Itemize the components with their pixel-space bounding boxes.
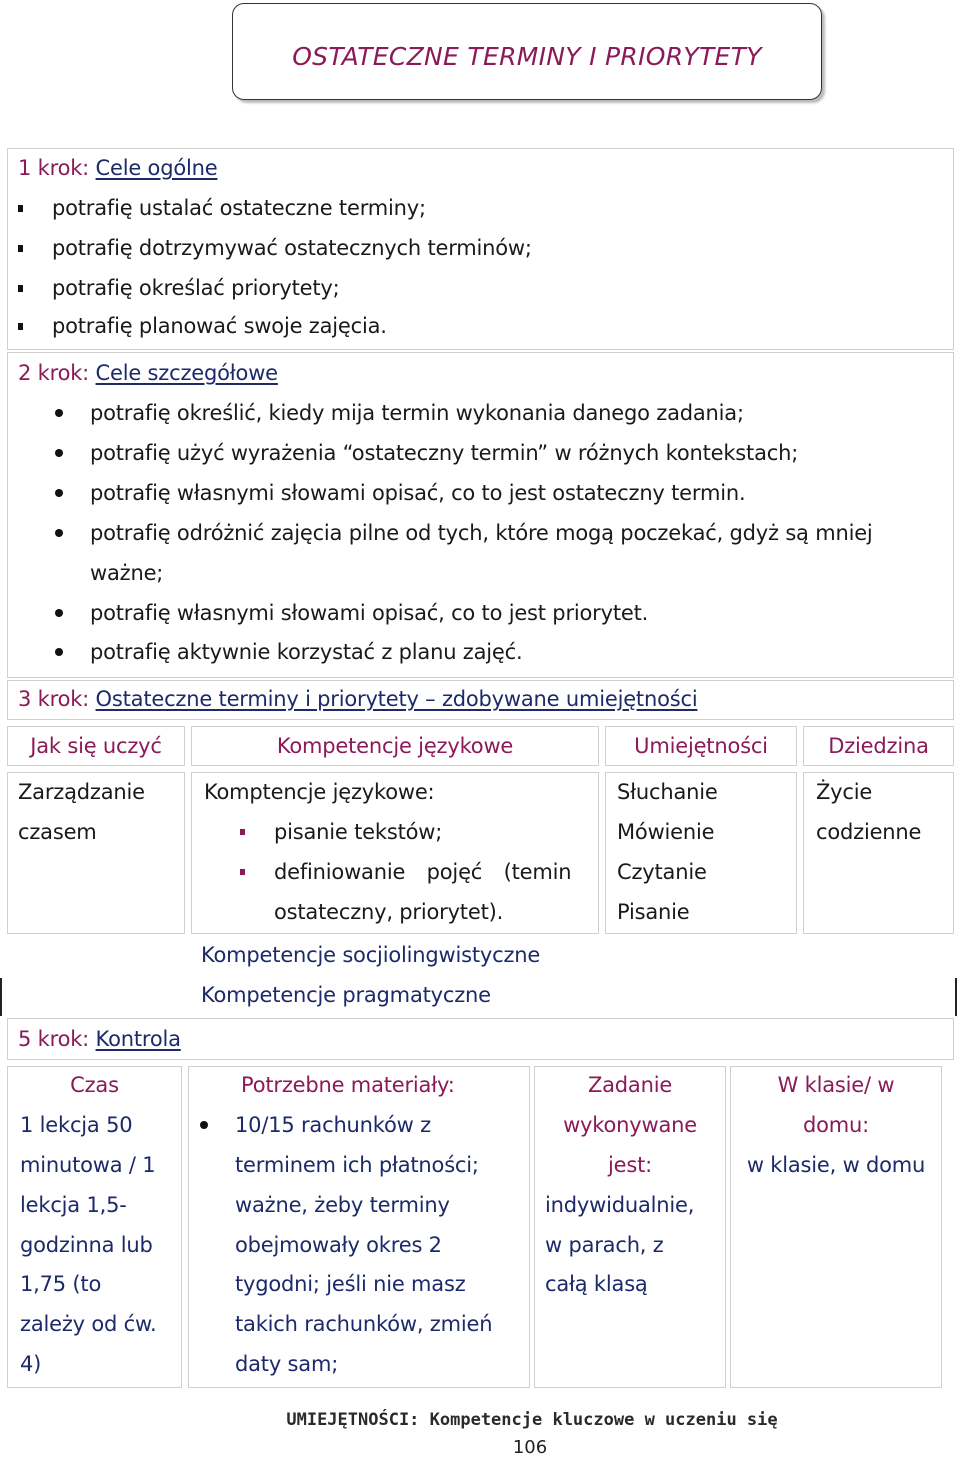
cell-text: 4) — [20, 1352, 42, 1376]
cell-text: indywidualnie, — [545, 1193, 695, 1217]
title-box — [232, 3, 822, 100]
step3-heading: 3 krok: Ostateczne terminy i priorytety – zdobywane umiejętności — [18, 687, 698, 711]
cell-text: 1,75 (to — [20, 1272, 102, 1296]
task-header: wykonywane — [563, 1113, 697, 1137]
cell-text: takich rachunków, zmień — [235, 1312, 493, 1336]
place-header: domu: — [802, 1113, 870, 1137]
list-item: potrafię własnymi słowami opisać, co to jest priorytet. — [55, 593, 648, 633]
cell-text: daty sam; — [235, 1352, 339, 1376]
extra-competence: Kompetencje socjiolingwistyczne — [201, 943, 541, 967]
place-header: W klasie/ w — [777, 1073, 895, 1097]
step5-heading: 5 krok: Kontrola — [18, 1027, 181, 1051]
cell-text: w klasie, w domu — [746, 1153, 926, 1177]
step2-heading: 2 krok: Cele szczegółowe — [18, 361, 278, 385]
list-item: potrafię określić, kiedy mija termin wykonania danego zadania; — [55, 393, 744, 433]
cell-text: Komptencje językowe: — [204, 780, 435, 804]
cell-text: tygodni; jeśli nie masz — [235, 1272, 466, 1296]
page-title: OSTATECZNE TERMINY I PRIORYTETY — [292, 42, 762, 71]
cell-text: Mówienie — [617, 820, 715, 844]
cell-text: w parach, z — [545, 1233, 664, 1257]
time-header: Czas — [70, 1073, 119, 1097]
cell-text: minutowa / 1 — [20, 1153, 156, 1177]
step1-heading: 1 krok: Cele ogólne — [18, 156, 218, 180]
list-item: potrafię planować swoje zajęcia. — [18, 306, 387, 346]
extra-competence: Kompetencje pragmatyczne — [201, 983, 491, 1007]
cell-text: 1 lekcja 50 — [20, 1113, 133, 1137]
cell-text: godzinna lub — [20, 1233, 153, 1257]
cell-text: Pisanie — [617, 900, 690, 924]
list-item: pisanie tekstów; — [240, 812, 442, 852]
list-item: potrafię własnymi słowami opisać, co to jest ostateczny termin. — [55, 473, 745, 513]
cell-text: Czytanie — [617, 860, 707, 884]
list-item: definiowanie pojęć (temin — [240, 852, 571, 892]
cell-text: codzienne — [816, 820, 922, 844]
cell-text: czasem — [18, 820, 97, 844]
side-rule — [0, 978, 2, 1016]
cell-text: terminem ich płatności; — [235, 1153, 479, 1177]
page-number: 106 — [512, 1437, 548, 1458]
header-how-to-learn: Jak się uczyć — [30, 734, 162, 758]
list-item: potrafię określać priorytety; — [18, 268, 340, 308]
cell-text: ważne, żeby terminy — [235, 1193, 450, 1217]
cell-text: obejmowały okres 2 — [235, 1233, 442, 1257]
header-language-competences: Kompetencje językowe — [276, 734, 514, 758]
list-item: potrafię odróżnić zajęcia pilne od tych, które mogą poczekać, gdyż są mniej — [55, 513, 873, 553]
cell-text: Zarządzanie — [18, 780, 145, 804]
cell-text: Słuchanie — [617, 780, 718, 804]
header-skills: Umiejętności — [634, 734, 768, 758]
side-rule — [955, 978, 957, 1016]
footer-text: UMIEJĘTNOŚCI: Kompetencje kluczowe w uczeniu się — [286, 1410, 778, 1430]
cell-text: lekcja 1,5- — [20, 1193, 127, 1217]
header-domain: Dziedzina — [828, 734, 929, 758]
list-item: potrafię dotrzymywać ostatecznych terminów; — [18, 228, 532, 268]
list-item-continuation: ostateczny, priorytet). — [274, 900, 504, 924]
cell-text: zależy od ćw. — [20, 1312, 157, 1336]
cell-text: całą klasą — [545, 1272, 648, 1296]
list-item-continuation: ważne; — [90, 561, 164, 585]
list-item: 10/15 rachunków z — [200, 1105, 431, 1145]
materials-header: Potrzebne materiały: — [241, 1073, 455, 1097]
list-item: potrafię użyć wyrażenia “ostateczny termin” w różnych kontekstach; — [55, 433, 798, 473]
task-header: Zadanie — [587, 1073, 673, 1097]
task-header: jest: — [607, 1153, 652, 1177]
list-item: potrafię aktywnie korzystać z planu zajęć. — [55, 632, 522, 672]
list-item: potrafię ustalać ostateczne terminy; — [18, 188, 426, 228]
cell-text: Życie — [816, 780, 873, 804]
